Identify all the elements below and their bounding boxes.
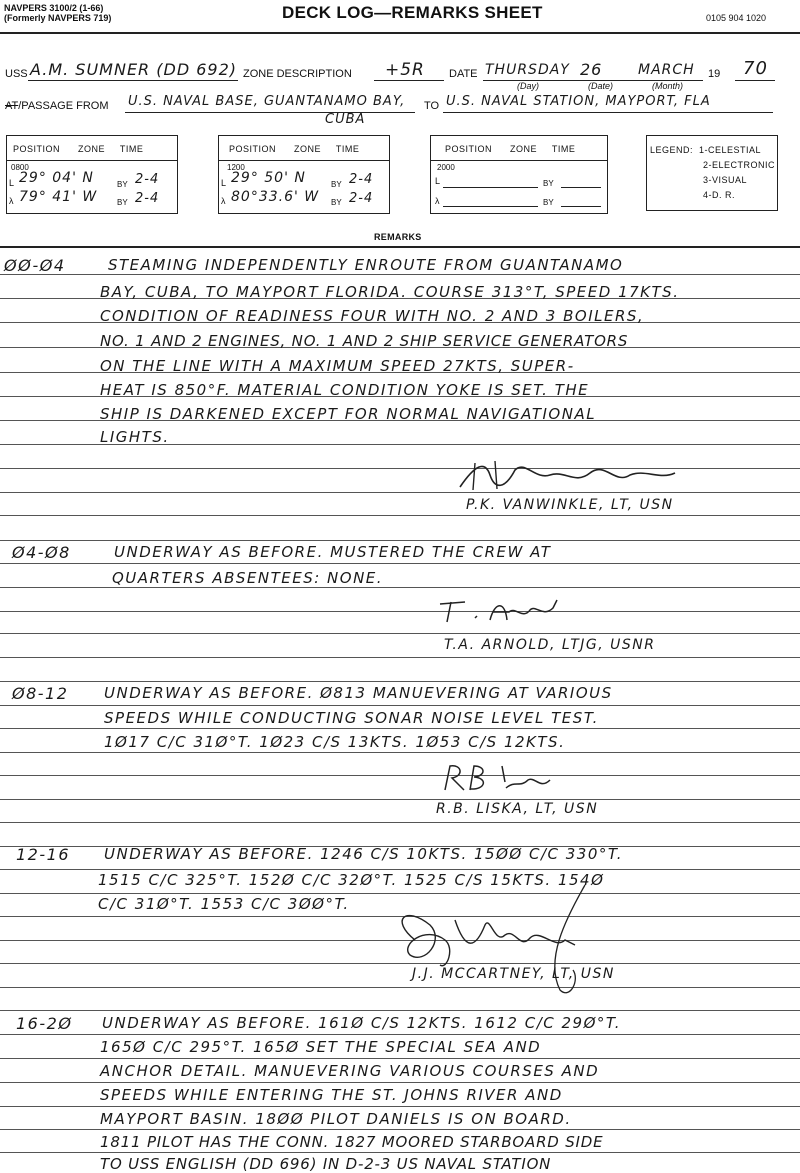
legend-item: 2-ELECTRONIC xyxy=(703,160,776,170)
remark-line: CONDITION OF READINESS FOUR WITH NO. 2 AND 3 BOILERS, xyxy=(100,307,645,325)
lon-symbol: λ xyxy=(9,196,14,206)
longitude-by: 2-4 xyxy=(349,191,374,206)
ruled-line xyxy=(0,540,800,541)
remark-line: ANCHOR DETAIL. MANUEVERING VARIOUS COURSES AND xyxy=(100,1062,600,1080)
from-value: U.S. NAVAL BASE, GUANTANAMO BAY, xyxy=(128,94,406,109)
remark-line: HEAT IS 850°F. MATERIAL CONDITION YOKE IS SET. THE xyxy=(100,381,590,399)
signer-name: J.J. MCCARTNEY, LT, USN xyxy=(412,966,615,982)
remark-line: 1Ø17 C/C 31Ø°T. 1Ø23 C/S 13KTS. 1Ø53 C/S 12KTS. xyxy=(104,733,566,751)
legend-item: 1-CELESTIAL xyxy=(699,145,762,155)
month-value: MARCH xyxy=(638,62,695,78)
day-caption: (Day) xyxy=(517,81,539,91)
ruled-line xyxy=(0,1010,800,1011)
ruled-line xyxy=(0,775,800,776)
passage-label: /PASSAGE FROM xyxy=(18,100,109,112)
position-time: 1200 xyxy=(227,163,245,172)
formerly-number: (Formerly NAVPERS 719) xyxy=(4,13,112,23)
year-prefix: 19 xyxy=(708,68,721,80)
ruled-line xyxy=(0,611,800,612)
position-time: 0800 xyxy=(11,163,29,172)
by-label: BY xyxy=(543,179,554,188)
ruled-line xyxy=(0,633,800,634)
latitude-by: 2-4 xyxy=(135,172,160,187)
remark-line: BAY, CUBA, TO MAYPORT FLORIDA. COURSE 313°T, SPEED 17KTS. xyxy=(100,283,680,301)
signature xyxy=(455,455,685,495)
remark-line: SPEEDS WHILE ENTERING THE ST. JOHNS RIVER AND xyxy=(100,1086,563,1104)
by-label: BY xyxy=(331,180,342,189)
by-label: BY xyxy=(331,198,342,207)
position-box-header: POSITION ZONE TIME xyxy=(445,144,576,154)
watch-time: ØØ-Ø4 xyxy=(4,256,66,275)
remark-line: NO. 1 AND 2 ENGINES, NO. 1 AND 2 SHIP SERVICE GENERATORS xyxy=(100,332,629,350)
ruled-line xyxy=(0,1152,800,1153)
stock-number: 0105 904 1020 xyxy=(706,13,767,23)
ruled-line xyxy=(0,822,800,823)
date-label: DATE xyxy=(449,68,478,80)
legend-title: LEGEND: xyxy=(650,145,694,155)
ruled-line xyxy=(0,657,800,658)
to-value: U.S. NAVAL STATION, MAYPORT, FLA xyxy=(446,94,711,109)
ruled-line xyxy=(0,1058,800,1059)
longitude-value: 80°33.6' W xyxy=(231,189,320,205)
date-caption: (Date) xyxy=(588,81,614,91)
ruled-line xyxy=(0,799,800,800)
position-box-0800 xyxy=(6,135,178,214)
position-time: 2000 xyxy=(437,163,455,172)
ruled-line xyxy=(0,869,800,870)
remark-line: UNDERWAY AS BEFORE. 161Ø C/S 12KTS. 1612 C/C 29Ø°T. xyxy=(102,1014,622,1032)
ruled-line xyxy=(0,1034,800,1035)
ruled-line xyxy=(0,274,800,275)
form-number: NAVPERS 3100/2 (1-66) xyxy=(4,3,104,13)
remark-line: ON THE LINE WITH A MAXIMUM SPEED 27KTS, SUPER- xyxy=(100,357,575,375)
latitude-value: 29° 50' N xyxy=(231,170,306,186)
lon-symbol: λ xyxy=(221,196,226,206)
ruled-line xyxy=(0,728,800,729)
lat-symbol: L xyxy=(9,178,15,188)
to-label: TO xyxy=(424,100,440,112)
longitude-value: 79° 41' W xyxy=(19,189,98,205)
passage-label-struck: AT xyxy=(5,100,19,112)
legend-box xyxy=(646,135,778,211)
signer-name: P.K. VANWINKLE, LT, USN xyxy=(466,497,674,513)
position-box-2000 xyxy=(430,135,608,214)
ruled-line xyxy=(0,1082,800,1083)
page-title: DECK LOG—REMARKS SHEET xyxy=(282,3,543,22)
remark-line: QUARTERS ABSENTEES: NONE. xyxy=(112,569,384,587)
remark-line: TO USS ENGLISH (DD 696) IN D-2-3 US NAVAL STATION xyxy=(100,1155,552,1173)
month-caption: (Month) xyxy=(652,81,684,91)
remark-line: MAYPORT BASIN. 18ØØ PILOT DANIELS IS ON BOARD. xyxy=(100,1110,572,1128)
longitude-by: 2-4 xyxy=(135,191,160,206)
year-value: 70 xyxy=(743,58,768,79)
ruled-line xyxy=(0,752,800,753)
lon-symbol: λ xyxy=(435,196,440,206)
remark-line: SHIP IS DARKENED EXCEPT FOR NORMAL NAVIGATIONAL xyxy=(100,405,597,423)
signature xyxy=(385,880,615,1000)
legend-item: 4-D. R. xyxy=(703,190,736,200)
position-box-header: POSITION ZONE TIME xyxy=(229,144,360,154)
latitude-by: 2-4 xyxy=(349,172,374,187)
uss-label: USS xyxy=(5,68,28,80)
remark-line: STEAMING INDEPENDENTLY ENROUTE FROM GUANTANAMO xyxy=(108,256,624,274)
watch-time: 12-16 xyxy=(16,845,70,864)
signer-name: T.A. ARNOLD, LTJG, USNR xyxy=(444,637,656,653)
ruled-line xyxy=(0,1106,800,1107)
uss-value: A.M. SUMNER (DD 692) xyxy=(30,60,238,79)
remark-line: C/C 31Ø°T. 1553 C/C 3ØØ°T. xyxy=(98,895,350,913)
ruled-line xyxy=(0,681,800,682)
signer-name: R.B. LISKA, LT, USN xyxy=(436,801,599,817)
watch-time: 16-2Ø xyxy=(16,1014,73,1033)
remark-line: LIGHTS. xyxy=(100,428,170,446)
ruled-line xyxy=(0,515,800,516)
remark-line: 165Ø C/C 295°T. 165Ø SET THE SPECIAL SEA AND xyxy=(100,1038,542,1056)
ruled-line xyxy=(0,1129,800,1130)
remark-line: 1515 C/C 325°T. 152Ø C/C 32Ø°T. 1525 C/S 15KTS. 154Ø xyxy=(98,871,605,889)
ruled-line xyxy=(0,587,800,588)
remark-line: UNDERWAY AS BEFORE. Ø813 MANUEVERING AT VARIOUS xyxy=(104,684,613,702)
ruled-line xyxy=(0,563,800,564)
remark-line: UNDERWAY AS BEFORE. MUSTERED THE CREW AT xyxy=(114,543,552,561)
signature xyxy=(440,762,560,794)
remark-line: SPEEDS WHILE CONDUCTING SONAR NOISE LEVEL TEST. xyxy=(104,709,599,727)
latitude-value: 29° 04' N xyxy=(19,170,94,186)
position-box-header: POSITION ZONE TIME xyxy=(13,144,144,154)
by-label: BY xyxy=(117,180,128,189)
watch-time: Ø4-Ø8 xyxy=(12,543,71,562)
lat-symbol: L xyxy=(435,176,441,186)
watch-time: Ø8-12 xyxy=(12,684,69,703)
signature xyxy=(435,596,575,626)
position-box-1200 xyxy=(218,135,390,214)
by-label: BY xyxy=(117,198,128,207)
remark-line: 1811 PILOT HAS THE CONN. 1827 MOORED STARBOARD SIDE xyxy=(100,1133,604,1151)
date-value: 26 xyxy=(580,60,603,79)
from-value-2: CUBA xyxy=(325,112,366,127)
remarks-title: REMARKS xyxy=(374,232,422,242)
by-label: BY xyxy=(543,198,554,207)
day-value: THURSDAY xyxy=(485,62,570,78)
zone-label: ZONE DESCRIPTION xyxy=(243,68,352,80)
ruled-line xyxy=(0,705,800,706)
lat-symbol: L xyxy=(221,178,227,188)
legend-item: 3-VISUAL xyxy=(703,175,748,185)
remark-line: UNDERWAY AS BEFORE. 1246 C/S 10KTS. 15ØØ C/C 330°T. xyxy=(104,845,624,863)
zone-value: +5R xyxy=(385,60,425,80)
